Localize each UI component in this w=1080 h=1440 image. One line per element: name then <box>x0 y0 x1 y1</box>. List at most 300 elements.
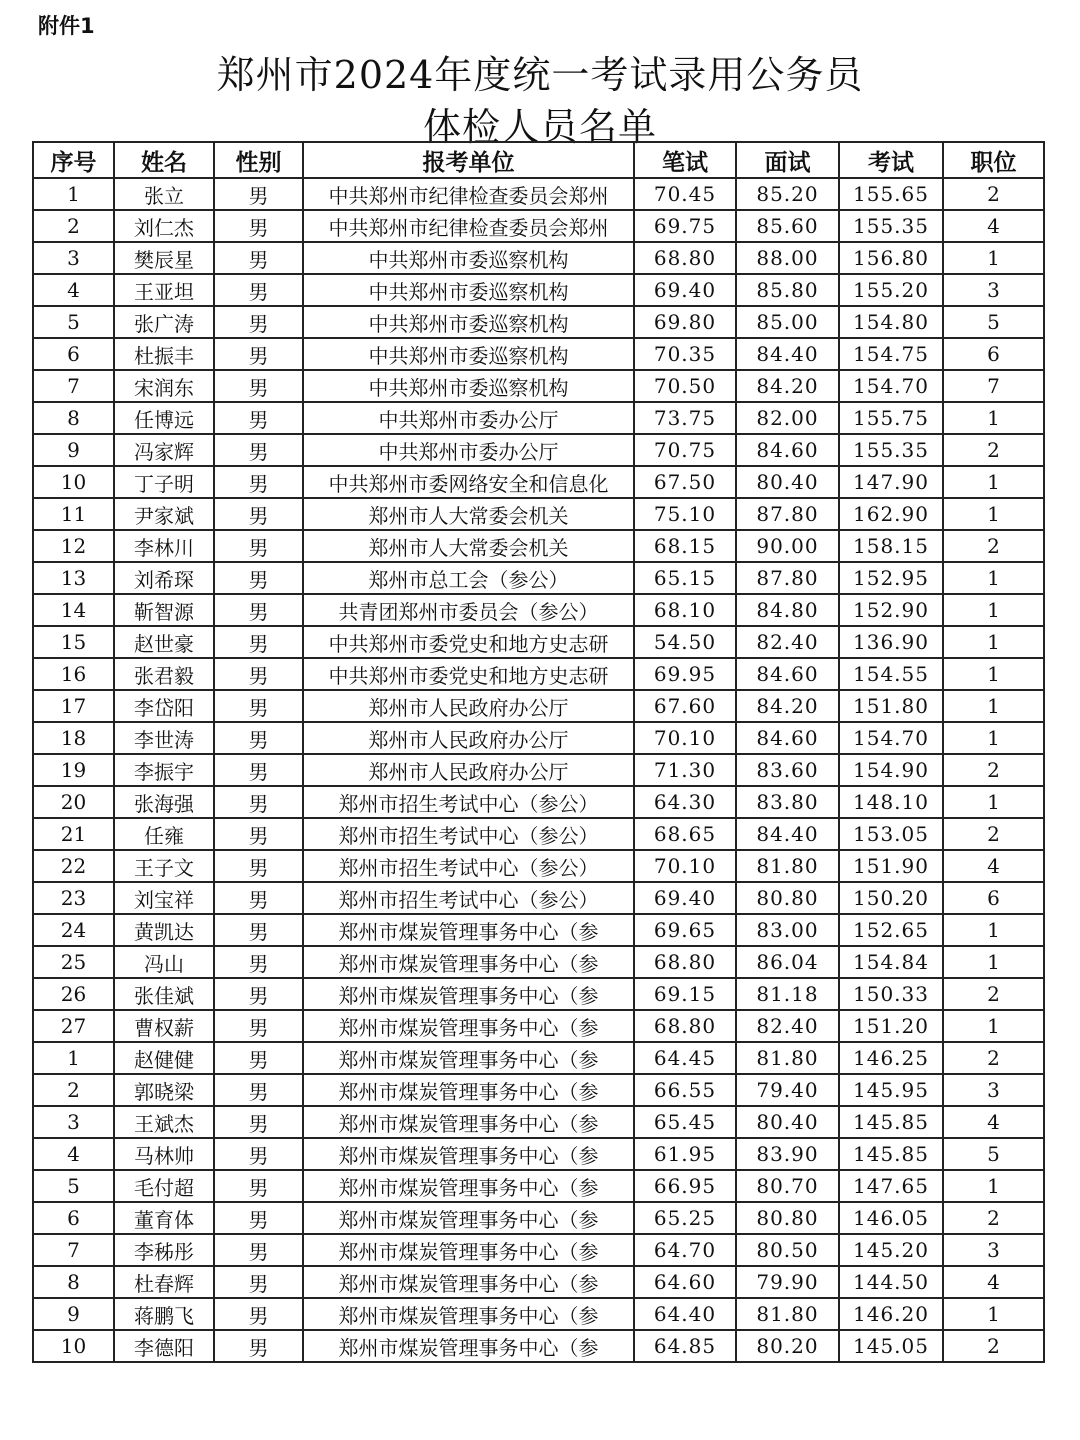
cell-seq: 1 <box>33 1042 114 1074</box>
cell-gender: 男 <box>214 1106 303 1138</box>
cell-seq: 16 <box>33 658 114 690</box>
cell-written-score: 68.80 <box>634 946 736 978</box>
cell-interview-score: 80.80 <box>736 1202 839 1234</box>
cell-position: 1 <box>943 562 1044 594</box>
cell-name: 李世涛 <box>114 722 214 754</box>
cell-seq: 13 <box>33 562 114 594</box>
cell-unit: 中共郑州市委巡察机构 <box>303 306 634 338</box>
cell-unit: 中共郑州市委巡察机构 <box>303 274 634 306</box>
cell-seq: 22 <box>33 850 114 882</box>
cell-position: 5 <box>943 306 1044 338</box>
cell-seq: 2 <box>33 1074 114 1106</box>
cell-seq: 8 <box>33 1266 114 1298</box>
cell-name: 任雍 <box>114 818 214 850</box>
cell-position: 4 <box>943 850 1044 882</box>
cell-gender: 男 <box>214 1266 303 1298</box>
cell-name: 宋润东 <box>114 370 214 402</box>
cell-position: 2 <box>943 1042 1044 1074</box>
cell-written-score: 68.65 <box>634 818 736 850</box>
cell-name: 郭晓梁 <box>114 1074 214 1106</box>
cell-seq: 9 <box>33 434 114 466</box>
cell-gender: 男 <box>214 882 303 914</box>
cell-interview-score: 85.60 <box>736 210 839 242</box>
cell-unit: 郑州市人大常委会机关 <box>303 530 634 562</box>
cell-total-score: 152.65 <box>839 914 943 946</box>
cell-interview-score: 84.60 <box>736 722 839 754</box>
cell-name: 李秭彤 <box>114 1234 214 1266</box>
cell-gender: 男 <box>214 754 303 786</box>
cell-position: 1 <box>943 242 1044 274</box>
cell-seq: 15 <box>33 626 114 658</box>
cell-unit: 郑州市煤炭管理事务中心（参 <box>303 946 634 978</box>
cell-name: 刘仁杰 <box>114 210 214 242</box>
cell-interview-score: 80.40 <box>736 1106 839 1138</box>
cell-gender: 男 <box>214 306 303 338</box>
cell-total-score: 145.85 <box>839 1138 943 1170</box>
cell-gender: 男 <box>214 658 303 690</box>
cell-gender: 男 <box>214 1010 303 1042</box>
cell-name: 董育体 <box>114 1202 214 1234</box>
cell-position: 1 <box>943 722 1044 754</box>
table-row <box>33 242 1044 274</box>
cell-interview-score: 82.40 <box>736 1010 839 1042</box>
cell-written-score: 61.95 <box>634 1138 736 1170</box>
cell-position: 1 <box>943 466 1044 498</box>
cell-interview-score: 81.18 <box>736 978 839 1010</box>
table-row <box>33 882 1044 914</box>
cell-seq: 20 <box>33 786 114 818</box>
cell-total-score: 145.85 <box>839 1106 943 1138</box>
cell-seq: 6 <box>33 338 114 370</box>
cell-written-score: 67.60 <box>634 690 736 722</box>
table-row <box>33 178 1044 210</box>
cell-gender: 男 <box>214 338 303 370</box>
table-row <box>33 1330 1044 1362</box>
cell-unit: 郑州市招生考试中心（参公） <box>303 850 634 882</box>
cell-total-score: 146.20 <box>839 1298 943 1330</box>
cell-total-score: 151.20 <box>839 1010 943 1042</box>
cell-seq: 9 <box>33 1298 114 1330</box>
cell-interview-score: 82.40 <box>736 626 839 658</box>
table-row <box>33 1170 1044 1202</box>
column-header-position: 职位 <box>943 142 1044 178</box>
cell-unit: 郑州市煤炭管理事务中心（参 <box>303 1106 634 1138</box>
cell-written-score: 69.40 <box>634 274 736 306</box>
cell-written-score: 69.95 <box>634 658 736 690</box>
cell-gender: 男 <box>214 946 303 978</box>
table-row <box>33 786 1044 818</box>
cell-seq: 2 <box>33 210 114 242</box>
cell-seq: 10 <box>33 466 114 498</box>
cell-position: 1 <box>943 786 1044 818</box>
cell-gender: 男 <box>214 850 303 882</box>
cell-written-score: 64.30 <box>634 786 736 818</box>
table-row <box>33 466 1044 498</box>
cell-gender: 男 <box>214 1202 303 1234</box>
cell-unit: 郑州市人大常委会机关 <box>303 498 634 530</box>
cell-interview-score: 80.80 <box>736 882 839 914</box>
cell-total-score: 155.20 <box>839 274 943 306</box>
cell-seq: 10 <box>33 1330 114 1362</box>
column-header-total-score: 考试 <box>839 142 943 178</box>
cell-total-score: 155.35 <box>839 210 943 242</box>
cell-written-score: 54.50 <box>634 626 736 658</box>
cell-gender: 男 <box>214 370 303 402</box>
cell-interview-score: 88.00 <box>736 242 839 274</box>
cell-total-score: 151.80 <box>839 690 943 722</box>
cell-unit: 中共郑州市委网络安全和信息化 <box>303 466 634 498</box>
cell-interview-score: 83.00 <box>736 914 839 946</box>
cell-written-score: 64.60 <box>634 1266 736 1298</box>
cell-unit: 郑州市煤炭管理事务中心（参 <box>303 1138 634 1170</box>
table-row <box>33 1202 1044 1234</box>
cell-interview-score: 79.90 <box>736 1266 839 1298</box>
table-row <box>33 1266 1044 1298</box>
cell-interview-score: 87.80 <box>736 498 839 530</box>
cell-gender: 男 <box>214 498 303 530</box>
cell-total-score: 145.05 <box>839 1330 943 1362</box>
cell-written-score: 68.80 <box>634 1010 736 1042</box>
cell-gender: 男 <box>214 1234 303 1266</box>
cell-position: 1 <box>943 498 1044 530</box>
cell-name: 刘宝祥 <box>114 882 214 914</box>
cell-unit: 郑州市煤炭管理事务中心（参 <box>303 1010 634 1042</box>
cell-total-score: 147.65 <box>839 1170 943 1202</box>
cell-name: 刘希琛 <box>114 562 214 594</box>
column-header-written-score: 笔试 <box>634 142 736 178</box>
cell-gender: 男 <box>214 530 303 562</box>
cell-seq: 23 <box>33 882 114 914</box>
cell-name: 张佳斌 <box>114 978 214 1010</box>
cell-name: 王亚坦 <box>114 274 214 306</box>
cell-written-score: 68.15 <box>634 530 736 562</box>
cell-total-score: 150.20 <box>839 882 943 914</box>
column-header-unit: 报考单位 <box>303 142 634 178</box>
cell-seq: 21 <box>33 818 114 850</box>
cell-interview-score: 84.20 <box>736 370 839 402</box>
table-row <box>33 690 1044 722</box>
cell-total-score: 154.70 <box>839 722 943 754</box>
table-row <box>33 1234 1044 1266</box>
cell-written-score: 70.35 <box>634 338 736 370</box>
cell-gender: 男 <box>214 914 303 946</box>
cell-seq: 7 <box>33 370 114 402</box>
cell-name: 李岱阳 <box>114 690 214 722</box>
cell-position: 2 <box>943 1330 1044 1362</box>
document-subtitle: 体检人员名单 <box>422 105 657 149</box>
cell-interview-score: 80.40 <box>736 466 839 498</box>
cell-name: 张立 <box>114 178 214 210</box>
candidate-table <box>32 141 1045 1363</box>
cell-interview-score: 84.80 <box>736 594 839 626</box>
cell-seq: 3 <box>33 1106 114 1138</box>
cell-position: 7 <box>943 370 1044 402</box>
cell-total-score: 156.80 <box>839 242 943 274</box>
cell-total-score: 150.33 <box>839 978 943 1010</box>
cell-interview-score: 90.00 <box>736 530 839 562</box>
cell-unit: 中共郑州市委巡察机构 <box>303 242 634 274</box>
cell-written-score: 70.50 <box>634 370 736 402</box>
table-row <box>33 978 1044 1010</box>
cell-written-score: 67.50 <box>634 466 736 498</box>
table-row <box>33 722 1044 754</box>
cell-gender: 男 <box>214 1042 303 1074</box>
cell-written-score: 65.45 <box>634 1106 736 1138</box>
cell-gender: 男 <box>214 978 303 1010</box>
table-row <box>33 946 1044 978</box>
cell-gender: 男 <box>214 562 303 594</box>
table-header-row <box>33 142 1044 178</box>
cell-gender: 男 <box>214 1074 303 1106</box>
cell-position: 3 <box>943 1074 1044 1106</box>
cell-unit: 郑州市煤炭管理事务中心（参 <box>303 1266 634 1298</box>
cell-position: 2 <box>943 178 1044 210</box>
cell-interview-score: 86.04 <box>736 946 839 978</box>
cell-written-score: 70.10 <box>634 850 736 882</box>
table-row <box>33 370 1044 402</box>
cell-gender: 男 <box>214 690 303 722</box>
cell-gender: 男 <box>214 466 303 498</box>
cell-gender: 男 <box>214 402 303 434</box>
cell-interview-score: 81.80 <box>736 850 839 882</box>
cell-interview-score: 85.00 <box>736 306 839 338</box>
cell-written-score: 71.30 <box>634 754 736 786</box>
cell-interview-score: 80.50 <box>736 1234 839 1266</box>
table-row <box>33 402 1044 434</box>
cell-total-score: 153.05 <box>839 818 943 850</box>
table-row <box>33 498 1044 530</box>
cell-unit: 郑州市总工会（参公） <box>303 562 634 594</box>
cell-gender: 男 <box>214 1138 303 1170</box>
cell-seq: 6 <box>33 1202 114 1234</box>
cell-position: 4 <box>943 1266 1044 1298</box>
cell-written-score: 65.15 <box>634 562 736 594</box>
table-row <box>33 434 1044 466</box>
cell-written-score: 69.40 <box>634 882 736 914</box>
cell-unit: 中共郑州市委党史和地方史志研 <box>303 626 634 658</box>
cell-interview-score: 83.60 <box>736 754 839 786</box>
cell-name: 曹权薪 <box>114 1010 214 1042</box>
cell-gender: 男 <box>214 178 303 210</box>
cell-name: 樊辰星 <box>114 242 214 274</box>
cell-name: 丁子明 <box>114 466 214 498</box>
cell-position: 1 <box>943 690 1044 722</box>
cell-total-score: 145.95 <box>839 1074 943 1106</box>
column-header-seq: 序号 <box>33 142 114 178</box>
cell-total-score: 146.25 <box>839 1042 943 1074</box>
cell-seq: 17 <box>33 690 114 722</box>
table-row <box>33 274 1044 306</box>
column-header-interview-score: 面试 <box>736 142 839 178</box>
cell-seq: 18 <box>33 722 114 754</box>
cell-written-score: 64.40 <box>634 1298 736 1330</box>
cell-unit: 中共郑州市委党史和地方史志研 <box>303 658 634 690</box>
cell-name: 王斌杰 <box>114 1106 214 1138</box>
cell-written-score: 69.80 <box>634 306 736 338</box>
cell-seq: 1 <box>33 178 114 210</box>
cell-unit: 郑州市煤炭管理事务中心（参 <box>303 1170 634 1202</box>
cell-total-score: 148.10 <box>839 786 943 818</box>
cell-name: 冯家辉 <box>114 434 214 466</box>
cell-unit: 郑州市人民政府办公厅 <box>303 722 634 754</box>
cell-interview-score: 84.40 <box>736 818 839 850</box>
cell-name: 杜春辉 <box>114 1266 214 1298</box>
table-row <box>33 338 1044 370</box>
cell-interview-score: 79.40 <box>736 1074 839 1106</box>
cell-position: 1 <box>943 658 1044 690</box>
cell-total-score: 154.75 <box>839 338 943 370</box>
cell-unit: 郑州市招生考试中心（参公） <box>303 882 634 914</box>
cell-unit: 中共郑州市纪律检查委员会郑州 <box>303 210 634 242</box>
cell-seq: 27 <box>33 1010 114 1042</box>
cell-interview-score: 83.80 <box>736 786 839 818</box>
cell-seq: 5 <box>33 1170 114 1202</box>
cell-seq: 26 <box>33 978 114 1010</box>
cell-written-score: 68.10 <box>634 594 736 626</box>
cell-interview-score: 84.60 <box>736 434 839 466</box>
cell-unit: 郑州市煤炭管理事务中心（参 <box>303 1330 634 1362</box>
cell-name: 张海强 <box>114 786 214 818</box>
attachment-label: 附件1 <box>38 14 95 38</box>
cell-unit: 共青团郑州市委员会（参公） <box>303 594 634 626</box>
cell-seq: 24 <box>33 914 114 946</box>
cell-interview-score: 84.40 <box>736 338 839 370</box>
cell-gender: 男 <box>214 818 303 850</box>
cell-interview-score: 82.00 <box>736 402 839 434</box>
cell-total-score: 155.75 <box>839 402 943 434</box>
cell-unit: 中共郑州市委办公厅 <box>303 434 634 466</box>
cell-position: 2 <box>943 1202 1044 1234</box>
cell-unit: 郑州市煤炭管理事务中心（参 <box>303 1234 634 1266</box>
cell-total-score: 154.90 <box>839 754 943 786</box>
cell-position: 3 <box>943 1234 1044 1266</box>
table-row <box>33 658 1044 690</box>
cell-unit: 郑州市人民政府办公厅 <box>303 690 634 722</box>
cell-interview-score: 84.20 <box>736 690 839 722</box>
cell-name: 马林帅 <box>114 1138 214 1170</box>
cell-position: 3 <box>943 274 1044 306</box>
cell-total-score: 151.90 <box>839 850 943 882</box>
cell-total-score: 144.50 <box>839 1266 943 1298</box>
cell-written-score: 68.80 <box>634 242 736 274</box>
table-row <box>33 594 1044 626</box>
cell-interview-score: 83.90 <box>736 1138 839 1170</box>
cell-position: 6 <box>943 882 1044 914</box>
cell-interview-score: 81.80 <box>736 1042 839 1074</box>
cell-gender: 男 <box>214 1170 303 1202</box>
cell-position: 2 <box>943 754 1044 786</box>
table-row <box>33 626 1044 658</box>
cell-name: 王子文 <box>114 850 214 882</box>
cell-written-score: 64.85 <box>634 1330 736 1362</box>
cell-name: 黄凯达 <box>114 914 214 946</box>
cell-name: 张广涛 <box>114 306 214 338</box>
cell-name: 赵健健 <box>114 1042 214 1074</box>
table-row <box>33 1042 1044 1074</box>
cell-unit: 郑州市煤炭管理事务中心（参 <box>303 914 634 946</box>
table-row <box>33 1298 1044 1330</box>
table-row <box>33 754 1044 786</box>
column-header-gender: 性别 <box>214 142 303 178</box>
cell-interview-score: 80.70 <box>736 1170 839 1202</box>
cell-total-score: 154.55 <box>839 658 943 690</box>
cell-seq: 25 <box>33 946 114 978</box>
cell-total-score: 147.90 <box>839 466 943 498</box>
cell-written-score: 64.70 <box>634 1234 736 1266</box>
cell-name: 任博远 <box>114 402 214 434</box>
cell-position: 1 <box>943 1010 1044 1042</box>
table-row <box>33 1106 1044 1138</box>
cell-seq: 5 <box>33 306 114 338</box>
cell-gender: 男 <box>214 626 303 658</box>
cell-written-score: 69.15 <box>634 978 736 1010</box>
cell-written-score: 69.65 <box>634 914 736 946</box>
cell-seq: 14 <box>33 594 114 626</box>
cell-seq: 4 <box>33 274 114 306</box>
cell-interview-score: 80.20 <box>736 1330 839 1362</box>
table-row <box>33 1074 1044 1106</box>
table-row <box>33 1138 1044 1170</box>
cell-interview-score: 85.80 <box>736 274 839 306</box>
cell-written-score: 70.75 <box>634 434 736 466</box>
cell-seq: 4 <box>33 1138 114 1170</box>
cell-total-score: 152.95 <box>839 562 943 594</box>
cell-name: 尹家斌 <box>114 498 214 530</box>
cell-position: 1 <box>943 626 1044 658</box>
cell-total-score: 145.20 <box>839 1234 943 1266</box>
cell-written-score: 66.55 <box>634 1074 736 1106</box>
column-header-name: 姓名 <box>114 142 214 178</box>
cell-name: 毛付超 <box>114 1170 214 1202</box>
cell-total-score: 155.35 <box>839 434 943 466</box>
cell-total-score: 154.70 <box>839 370 943 402</box>
cell-unit: 中共郑州市委巡察机构 <box>303 370 634 402</box>
cell-seq: 8 <box>33 402 114 434</box>
document-title: 郑州市2024年度统一考试录用公务员 <box>216 53 864 97</box>
cell-position: 1 <box>943 946 1044 978</box>
cell-written-score: 75.10 <box>634 498 736 530</box>
cell-unit: 中共郑州市纪律检查委员会郑州 <box>303 178 634 210</box>
cell-gender: 男 <box>214 786 303 818</box>
cell-position: 2 <box>943 434 1044 466</box>
cell-interview-score: 84.60 <box>736 658 839 690</box>
cell-gender: 男 <box>214 722 303 754</box>
table-row <box>33 914 1044 946</box>
cell-position: 1 <box>943 914 1044 946</box>
cell-gender: 男 <box>214 1298 303 1330</box>
cell-unit: 郑州市煤炭管理事务中心（参 <box>303 1074 634 1106</box>
cell-name: 杜振丰 <box>114 338 214 370</box>
cell-interview-score: 87.80 <box>736 562 839 594</box>
cell-gender: 男 <box>214 434 303 466</box>
cell-written-score: 69.75 <box>634 210 736 242</box>
table-row <box>33 530 1044 562</box>
cell-written-score: 64.45 <box>634 1042 736 1074</box>
cell-name: 李振宇 <box>114 754 214 786</box>
cell-unit: 郑州市招生考试中心（参公） <box>303 818 634 850</box>
cell-written-score: 70.45 <box>634 178 736 210</box>
cell-written-score: 70.10 <box>634 722 736 754</box>
cell-name: 李林川 <box>114 530 214 562</box>
cell-unit: 郑州市招生考试中心（参公） <box>303 786 634 818</box>
cell-unit: 郑州市人民政府办公厅 <box>303 754 634 786</box>
table-row <box>33 818 1044 850</box>
cell-seq: 7 <box>33 1234 114 1266</box>
cell-seq: 12 <box>33 530 114 562</box>
cell-name: 蒋鹏飞 <box>114 1298 214 1330</box>
cell-written-score: 66.95 <box>634 1170 736 1202</box>
cell-interview-score: 81.80 <box>736 1298 839 1330</box>
